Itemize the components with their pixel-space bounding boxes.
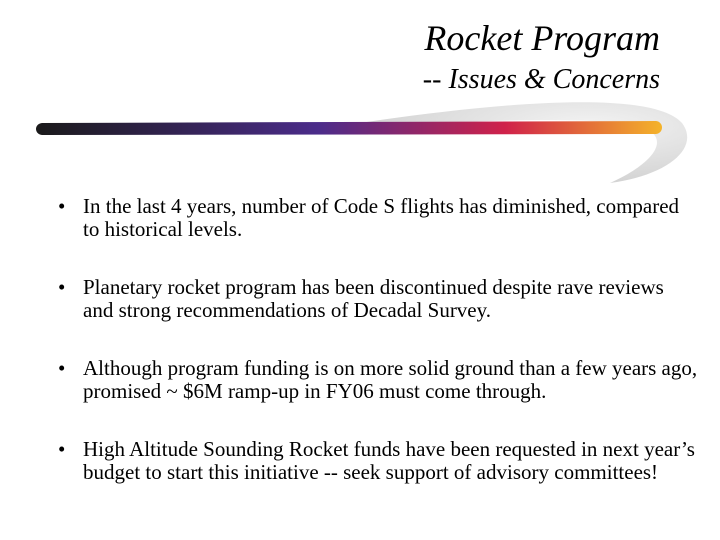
bullet-text: Planetary rocket program has been discontinued despite rave reviews and strong recommendations of Decadal Survey. [83, 275, 664, 322]
bullet-dot: • [58, 194, 66, 218]
bullet-item-3 [58, 357, 698, 403]
decorative-swoosh [0, 95, 720, 185]
swoosh-bar [36, 121, 662, 135]
bullet-dot: • [58, 275, 66, 299]
bullet-dot: • [58, 437, 66, 461]
bullet-dot: • [58, 356, 66, 380]
bullet-item-4 [58, 438, 698, 484]
bullet-item-2 [58, 276, 698, 322]
slide-title: Rocket Program [424, 18, 660, 58]
bullet-list [58, 195, 698, 519]
slide-subtitle: -- Issues & Concerns [422, 64, 660, 95]
bullet-item-1 [58, 195, 698, 241]
swoosh-shadow [360, 102, 687, 183]
bullet-text: In the last 4 years, number of Code S flights has diminished, compared to historical levels. [83, 194, 680, 241]
bullet-text: Although program funding is on more solid ground than a few years ago, promised ~ $6M ramp-up in FY06 must come through. [83, 356, 698, 403]
bullet-text: High Altitude Sounding Rocket funds have been requested in next year’s budget to start this initiative -- seek support of advisory committees! [83, 437, 695, 484]
